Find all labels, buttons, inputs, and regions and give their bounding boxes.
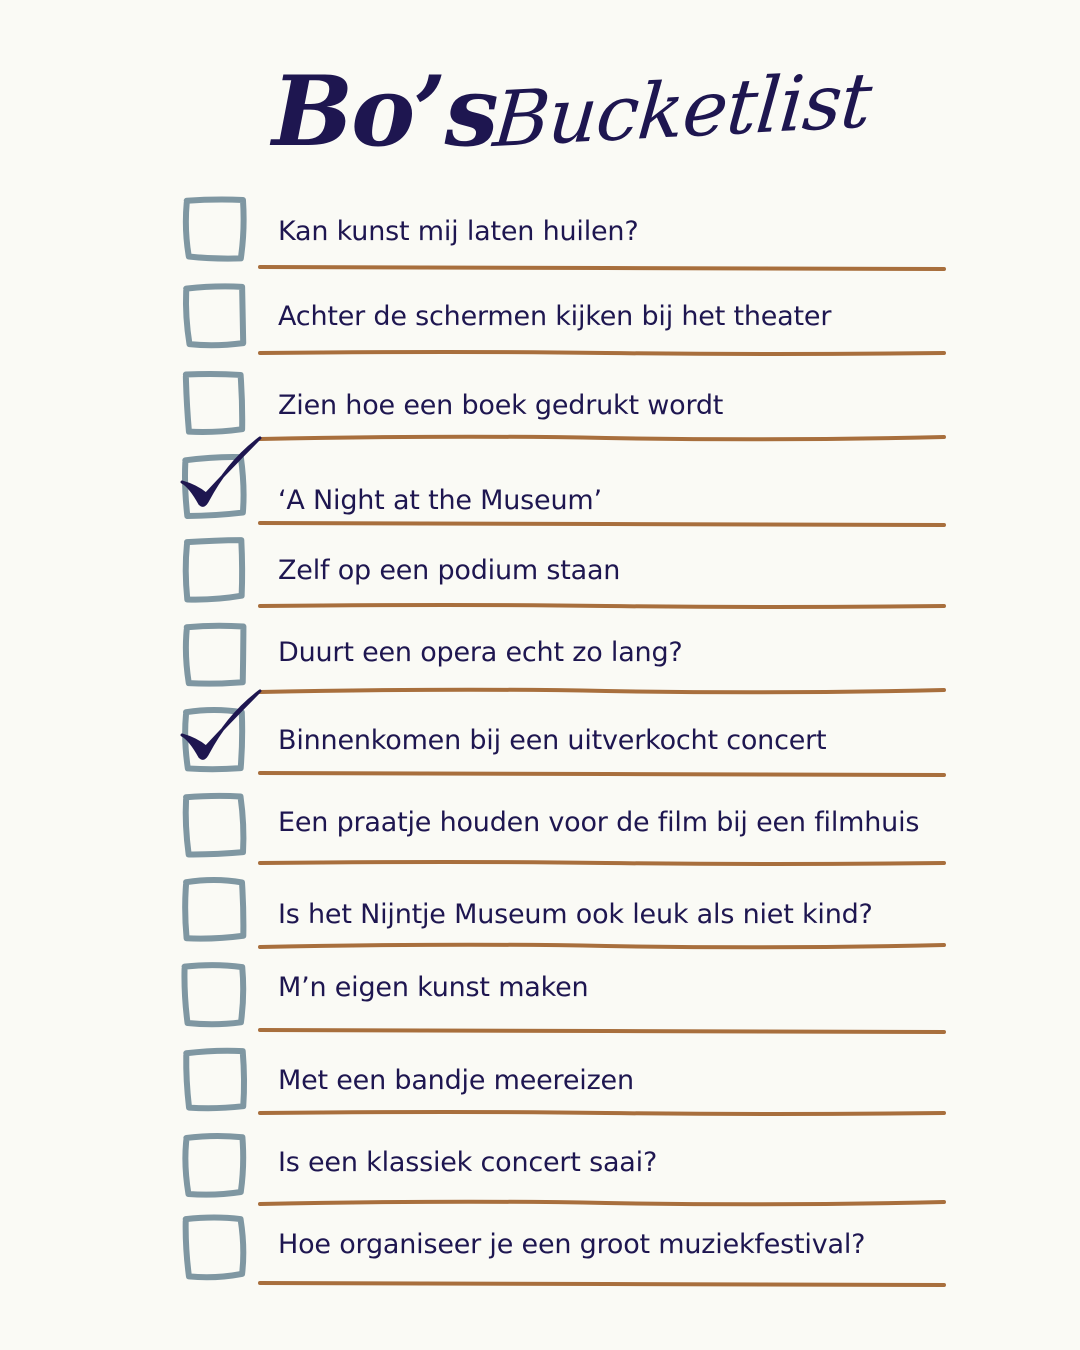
checkbox[interactable] xyxy=(180,960,250,1030)
divider-line xyxy=(256,347,948,359)
checkbox[interactable] xyxy=(180,368,250,438)
divider-line xyxy=(256,262,948,274)
divider-line xyxy=(256,1197,948,1209)
divider-line xyxy=(256,600,948,612)
list-item-label: M’n eigen kunst maken xyxy=(278,972,589,1003)
divider-line xyxy=(256,432,948,444)
checkbox[interactable] xyxy=(180,535,250,605)
checkmark-icon xyxy=(178,434,264,514)
list-item-label: Met een bandje meereizen xyxy=(278,1065,634,1096)
page-title xyxy=(272,52,875,182)
title-name: Bo’s xyxy=(272,55,497,168)
divider-line xyxy=(256,857,948,869)
list-item-label: Zien hoe een boek gedrukt wordt xyxy=(278,390,724,421)
checkmark-icon xyxy=(178,687,264,767)
divider-line xyxy=(256,1025,948,1037)
list-item-label: Duurt een opera echt zo lang? xyxy=(278,637,683,668)
divider-line xyxy=(256,518,948,530)
checkbox[interactable] xyxy=(180,620,250,690)
list-item-label: Achter de schermen kijken bij het theater xyxy=(278,301,832,332)
list-item-label: Hoe organiseer je een groot muziekfestival? xyxy=(278,1229,866,1260)
checkbox[interactable] xyxy=(180,875,250,945)
checkbox[interactable] xyxy=(180,282,250,352)
divider-line xyxy=(256,1107,948,1119)
list-item-label: Binnenkomen bij een uitverkocht concert xyxy=(278,725,827,756)
divider-line xyxy=(256,768,948,780)
divider-line xyxy=(256,940,948,952)
divider-line xyxy=(256,1278,948,1290)
list-item-label: ‘A Night at the Museum’ xyxy=(278,485,602,516)
checkbox[interactable] xyxy=(180,195,250,265)
checkbox[interactable] xyxy=(180,790,250,860)
checkbox[interactable] xyxy=(180,1045,250,1115)
divider-line xyxy=(256,685,948,697)
checkbox[interactable] xyxy=(180,1130,250,1200)
list-item-label: Een praatje houden voor de film bij een filmhuis xyxy=(278,807,920,838)
list-item-label: Kan kunst mij laten huilen? xyxy=(278,216,639,247)
list-item-label: Zelf op een podium staan xyxy=(278,555,621,586)
list-item-label: Is een klassiek concert saai? xyxy=(278,1147,658,1178)
list-item-label: Is het Nijntje Museum ook leuk als niet kind? xyxy=(278,899,873,930)
title-script: Bucketlist xyxy=(490,54,875,165)
checkbox[interactable] xyxy=(180,1213,250,1283)
